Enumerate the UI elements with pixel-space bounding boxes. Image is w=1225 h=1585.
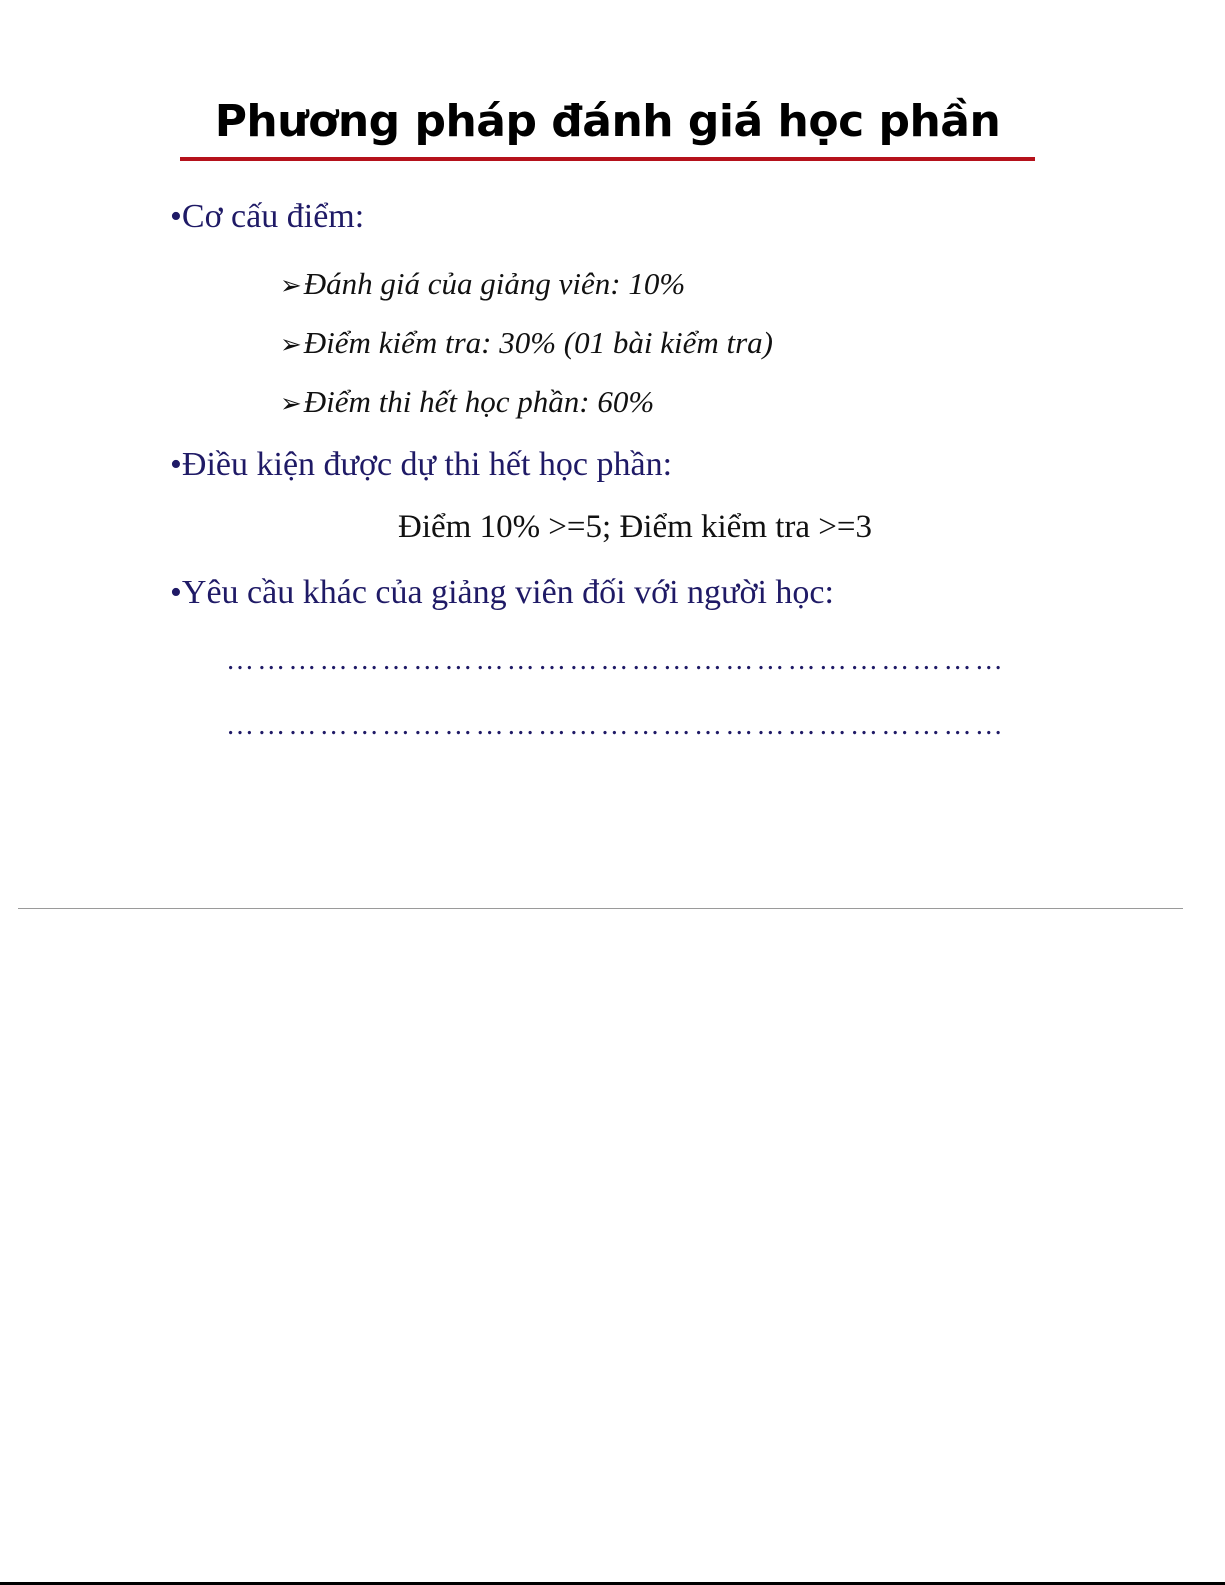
dotted-fill-line: ………………………………………………………………… [226, 710, 1006, 741]
arrow-bullet-icon: ➢ [280, 330, 302, 360]
title-underline [180, 157, 1035, 161]
score-structure-heading: •Cơ cấu điểm: [170, 198, 365, 235]
page-divider [18, 908, 1183, 909]
exam-condition-text: Điểm 10% >=5; Điểm kiểm tra >=3 [398, 509, 873, 545]
score-item [280, 266, 685, 302]
score-item-text: Điểm thi hết học phần: 60% [303, 384, 655, 419]
arrow-bullet-icon: ➢ [280, 271, 302, 301]
score-item [280, 384, 654, 420]
exam-condition-heading: •Điều kiện được dự thi hết học phần: [170, 446, 673, 483]
score-item-text: Điểm kiểm tra: 30% (01 bài kiểm tra) [303, 325, 773, 360]
score-item [280, 325, 773, 361]
score-item-text: Đánh giá của giảng viên: 10% [303, 266, 686, 301]
dotted-fill-line: ………………………………………………………………… [226, 645, 1006, 676]
arrow-bullet-icon: ➢ [280, 389, 302, 419]
slide-title: Phương pháp đánh giá học phần [214, 96, 1001, 147]
other-requirements-heading: •Yêu cầu khác của giảng viên đối với người học: [170, 574, 834, 611]
